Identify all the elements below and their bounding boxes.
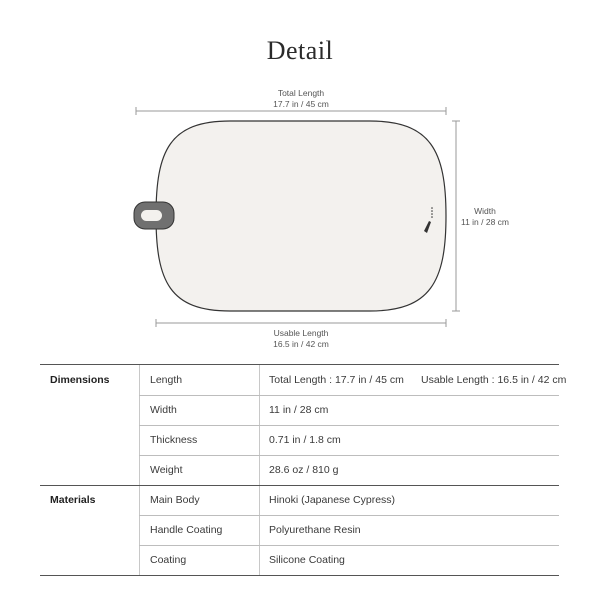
- spec-row-value: 11 in / 28 cm: [269, 404, 329, 416]
- table-bottom-rule: [40, 575, 559, 576]
- section-divider: [40, 485, 559, 486]
- usable-length-label: Usable Length 16.5 in / 42 cm: [273, 328, 329, 349]
- usable-length-dimension-line: [156, 319, 446, 327]
- row-divider: [139, 515, 559, 516]
- width-dimension-line: [452, 121, 460, 311]
- board-body: [156, 121, 446, 311]
- row-divider: [139, 455, 559, 456]
- spec-row-value: Silicone Coating: [269, 554, 345, 566]
- spec-row-value: Total Length : 17.7 in / 45 cm: [269, 374, 404, 386]
- row-divider: [139, 545, 559, 546]
- spec-row-label: Length: [150, 374, 183, 386]
- section-title-dimensions: Dimensions: [50, 374, 110, 386]
- spec-row-value: Polyurethane Resin: [269, 524, 361, 536]
- spec-row-label: Handle Coating: [150, 524, 223, 536]
- board-handle: [134, 202, 174, 229]
- spec-row-label: Width: [150, 404, 177, 416]
- spec-row-value: 0.71 in / 1.8 cm: [269, 434, 341, 446]
- table-top-rule: [40, 364, 559, 365]
- spec-row-label: Weight: [150, 464, 183, 476]
- width-label: Width 11 in / 28 cm: [460, 206, 510, 227]
- row-divider: [139, 425, 559, 426]
- section-title-materials: Materials: [50, 494, 96, 506]
- spec-row-value-secondary: Usable Length : 16.5 in / 42 cm: [421, 374, 567, 386]
- spec-row-label: Coating: [150, 554, 187, 566]
- spec-row-label: Thickness: [150, 434, 198, 446]
- spec-row-value: 28.6 oz / 810 g: [269, 464, 339, 476]
- page-title: Detail: [266, 36, 334, 65]
- spec-row-label: Main Body: [150, 494, 200, 506]
- total-length-label: Total Length 17.7 in / 45 cm: [273, 88, 329, 109]
- spec-table: [0, 364, 600, 600]
- row-divider: [139, 395, 559, 396]
- spec-row-value: Hinoki (Japanese Cypress): [269, 494, 396, 506]
